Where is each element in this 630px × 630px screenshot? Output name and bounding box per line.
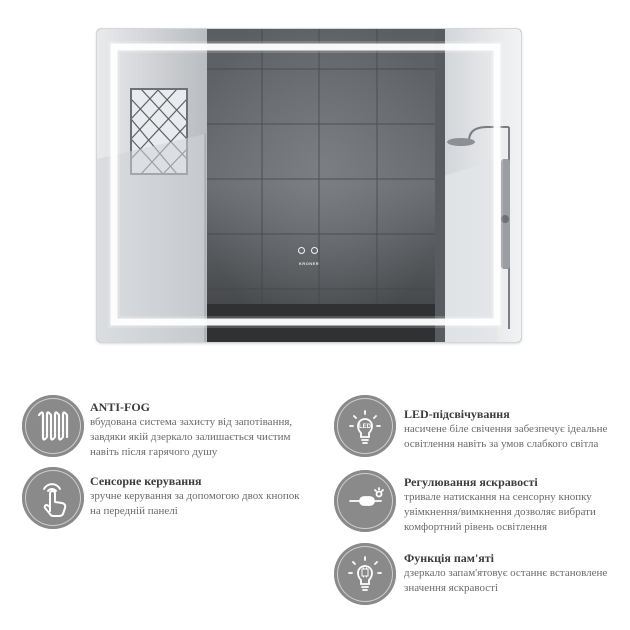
mirror-product-image [97, 29, 521, 342]
feature-title: Функція пам'яті [404, 551, 495, 565]
brightness-slider-icon [334, 470, 396, 532]
feature-title: LED-підсвічування [404, 407, 510, 421]
touch-hand-icon [22, 467, 84, 529]
feature-title: Регулювання яскравості [404, 475, 538, 489]
led-bulb-icon [334, 395, 396, 457]
feature-desc-line: комфортний рівень освітлення [404, 521, 548, 533]
feature-desc-line: тривале натискання на сенсорну кнопку [404, 491, 592, 503]
bathroom-reflection [97, 29, 521, 342]
memory-bulb-icon [334, 543, 396, 605]
feature-desc-line: навіть після гарячого душу [90, 446, 218, 458]
feature-desc-line: дзеркало запам'ятовує останнє встановлене [404, 567, 608, 579]
brand-logo: KRONER [298, 261, 320, 266]
feature-desc-line: вбудована система захисту від запотівання, [90, 416, 293, 428]
feature-desc-line: завдяки якій дзеркало залишається чистим [90, 431, 291, 443]
feature-desc-line: значення яскравості [404, 582, 498, 594]
feature-title: ANTI-FOG [90, 400, 150, 414]
touch-button-power [298, 247, 305, 254]
feature-desc-line: на передній панелі [90, 505, 178, 517]
feature-title: Сенсорне керування [90, 474, 202, 488]
waves-icon [22, 395, 84, 457]
feature-desc-line: зручне керування за допомогою двох кнопок [90, 490, 300, 502]
feature-desc-line: увімкнення/вимкнення дозволяє вибрати [404, 506, 596, 518]
touch-button-antifog [311, 247, 318, 254]
feature-desc-line: насичене біле свічення забезпечує ідеальне [404, 423, 608, 435]
feature-desc-line: освітлення навіть за умов слабкого світла [404, 438, 599, 450]
svg-text:LED: LED [359, 424, 371, 430]
